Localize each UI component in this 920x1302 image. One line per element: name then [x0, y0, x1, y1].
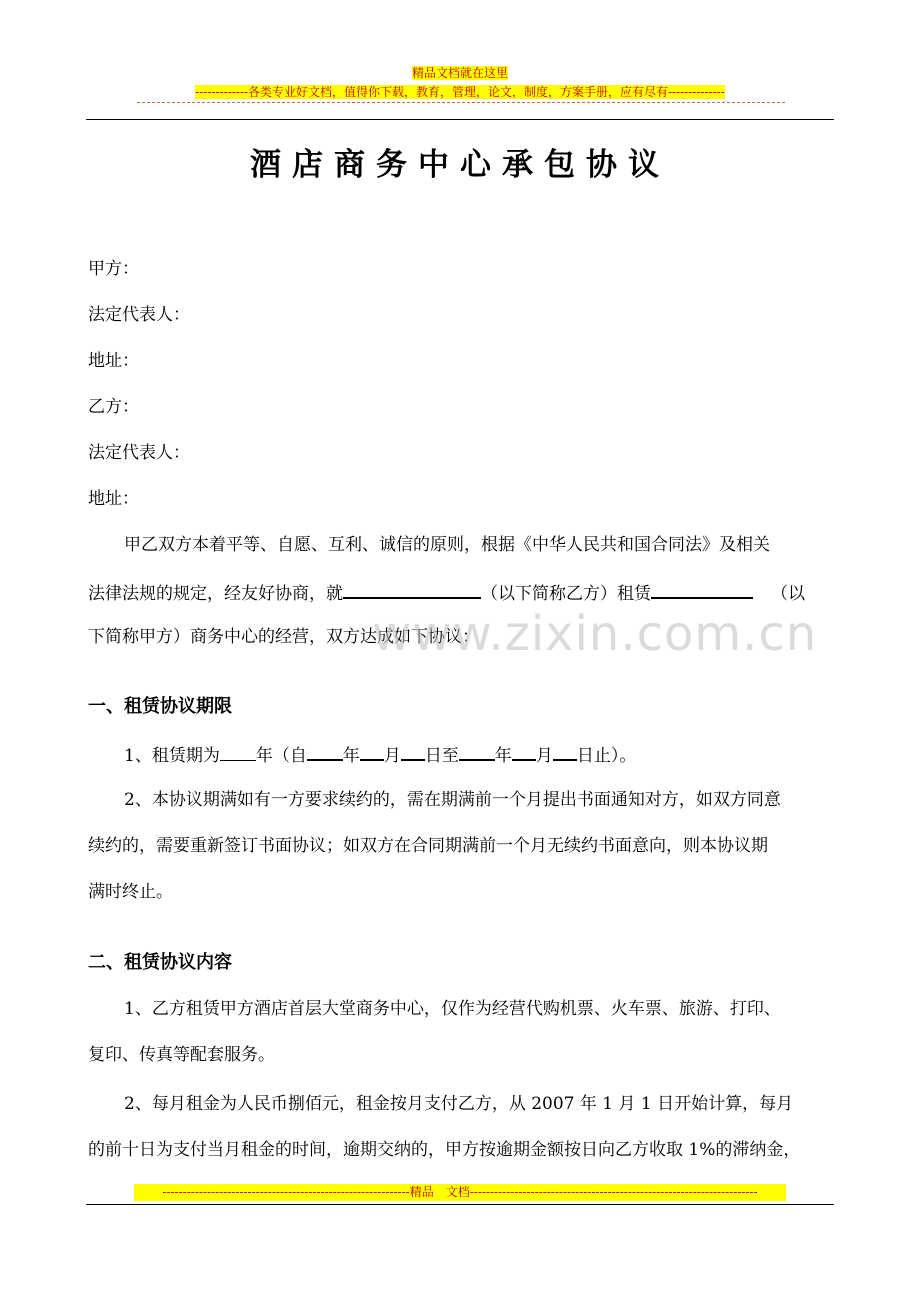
- intro-line-2-part-b: （以下简称乙方）租赁: [481, 584, 651, 604]
- end-month-label: 月: [535, 746, 553, 766]
- party-a-representative-label: 法定代表人：: [88, 305, 190, 325]
- section-2-item-1-line-2: 复印、传真等配套服务。: [88, 1045, 275, 1065]
- blank-end-day: [553, 741, 577, 761]
- party-b-representative-label: 法定代表人：: [88, 443, 190, 463]
- blank-party-b-name: [343, 579, 481, 599]
- start-year-label: 年: [342, 746, 360, 766]
- blank-end-month: [512, 741, 536, 761]
- term-label: 1、租赁期为: [124, 746, 220, 766]
- footer-rule: [86, 1204, 834, 1205]
- intro-line-1: 甲乙双方本着平等、自愿、互利、诚信的原则，根据《中华人民共和国合同法》及相关: [124, 535, 770, 555]
- header-rule: [86, 119, 834, 120]
- header-top-banner: [0, 66, 920, 81]
- header-sub-text: -------------各类专业好文档，值得你下载，教育，管理，论文，制度，方案手册，应有尽有--------------: [195, 85, 725, 99]
- section-2-item-2-line-2: 的前十日为支付当月租金的时间，逾期交纳的，甲方按逾期金额按日向乙方收取 1%的滞纳金，: [88, 1140, 801, 1160]
- party-b-address-label: 地址：: [88, 489, 139, 509]
- blank-party-a-name: [651, 579, 753, 599]
- start-month-label: 月: [383, 746, 401, 766]
- section-2-item-2-line-1: 2、每月租金为人民币捌佰元，租金按月支付乙方，从 2007 年 1 月 1 日开始计算，每月: [124, 1094, 794, 1114]
- blank-end-year: [459, 741, 495, 761]
- section-1-item-2-line-2: 续约的，需要重新签订书面协议；如双方在合同期满前一个月无续约书面意向，则本协议期: [88, 836, 768, 856]
- intro-line-2: [88, 579, 805, 606]
- section-1-item-2-line-1: 2、本协议期满如有一方要求续约的，需在期满前一个月提出书面通知对方，如双方同意: [124, 790, 781, 810]
- section-1-item-1: [124, 741, 636, 768]
- section-1-item-2-line-3: 满时终止。: [88, 882, 173, 902]
- blank-start-month: [360, 741, 384, 761]
- start-day-label: 日至: [424, 746, 459, 766]
- intro-line-2-part-c: （以: [771, 584, 805, 604]
- section-1-heading: 一、租赁协议期限: [88, 696, 232, 717]
- party-a-label: 甲方：: [88, 259, 139, 279]
- section-2-item-1-line-1: 1、乙方租赁甲方酒店首层大堂商务中心，仅作为经营代购机票、火车票、旅游、打印、: [124, 999, 781, 1019]
- header-dash-divider: [137, 102, 785, 103]
- intro-line-2-part-a: 法律法规的规定，经友好协商，就: [88, 584, 343, 604]
- end-day-label: 日止）。: [576, 746, 637, 766]
- section-2-heading: 二、租赁协议内容: [88, 952, 232, 973]
- watermark: www.zixin.com.cn: [372, 606, 818, 662]
- term-from-label: 年（自: [255, 746, 307, 766]
- blank-term-years: [220, 742, 256, 761]
- header-top-text: 精品文档就在这里: [411, 66, 508, 80]
- end-year-label: 年: [494, 746, 512, 766]
- document-title: 酒店商务中心承包协议: [250, 147, 670, 183]
- footer-banner: -------------------------------------------------------------精品 文档-----------------------------------------------------------------------: [134, 1184, 786, 1201]
- intro-line-3: 下简称甲方）商务中心的经营，双方达成如下协议：: [88, 627, 479, 647]
- blank-start-day: [401, 741, 425, 761]
- header-sub-banner: [0, 85, 920, 100]
- party-b-label: 乙方：: [88, 397, 139, 417]
- party-a-address-label: 地址：: [88, 351, 139, 371]
- blank-start-year: [307, 741, 343, 761]
